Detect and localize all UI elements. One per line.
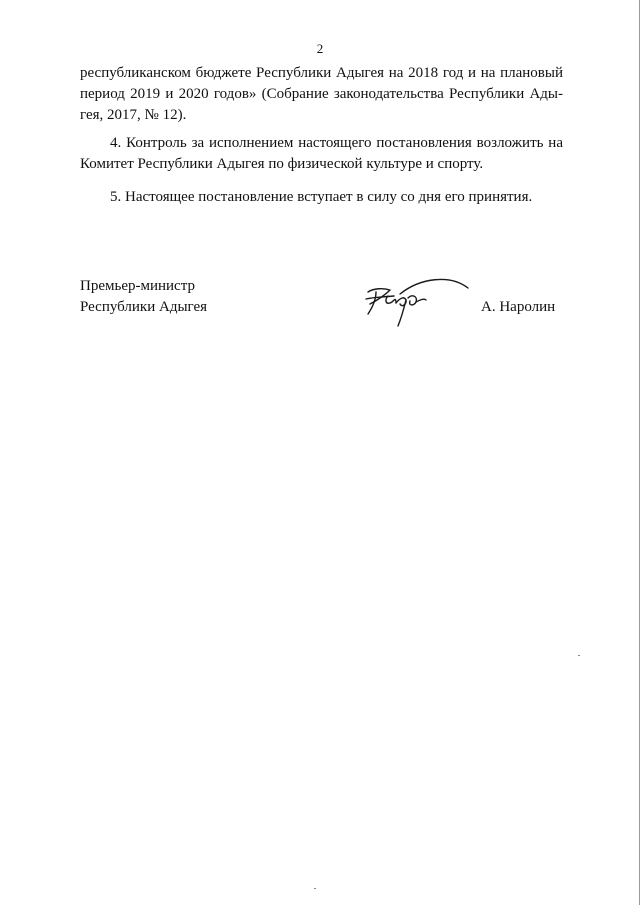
text-line: гея, 2017, № 12). bbox=[80, 107, 187, 123]
scan-speck bbox=[578, 655, 580, 656]
scan-speck bbox=[314, 888, 316, 889]
text-line: 5. Настоящее постановление вступает в силу со дня его принятия. bbox=[110, 189, 533, 205]
page-number: 2 bbox=[316, 41, 324, 56]
signer-position-title: Премьер-министр bbox=[80, 278, 195, 294]
paragraph-item-4 bbox=[80, 133, 563, 175]
text-line: 4. Контроль за исполнением настоящего постановления возложить на bbox=[110, 135, 563, 151]
handwritten-signature bbox=[360, 270, 475, 330]
text-line: период 2019 и 2020 годов» (Собрание законодательства Республики Ады- bbox=[80, 86, 563, 102]
signer-position-org: Республики Адыгея bbox=[80, 299, 208, 315]
signer-name: А. Наролин bbox=[481, 299, 556, 315]
text-line: республиканском бюджете Республики Адыгея на 2018 год и на плановый bbox=[80, 65, 563, 81]
paragraph-item-5 bbox=[80, 187, 563, 208]
signer-position bbox=[80, 276, 207, 318]
text-line: Комитет Республики Адыгея по физической культуре и спорту. bbox=[80, 156, 484, 172]
paragraph-continuation bbox=[80, 63, 563, 126]
